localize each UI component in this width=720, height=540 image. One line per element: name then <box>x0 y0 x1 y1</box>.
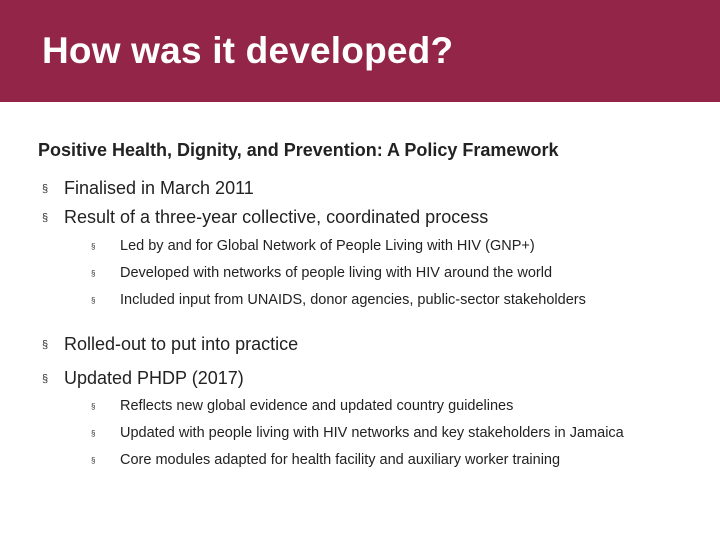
bullet-item <box>42 207 488 228</box>
sub-bullet-text: Reflects new global evidence and updated country guidelines <box>120 398 514 414</box>
bullet-icon: § <box>91 428 96 438</box>
sub-bullet-item <box>91 398 513 414</box>
sub-bullet-text: Updated with people living with HIV networks and key stakeholders in Jamaica <box>120 425 624 441</box>
bullet-item <box>42 178 254 199</box>
bullet-text: Rolled-out to put into practice <box>64 334 299 354</box>
sub-bullet-item <box>91 238 535 254</box>
bullet-text: Updated PHDP (2017) <box>64 368 244 388</box>
bullet-icon: § <box>91 401 96 411</box>
bullet-text: Result of a three-year collective, coordinated process <box>64 207 489 227</box>
slide-subtitle: Positive Health, Dignity, and Prevention: A Policy Framework <box>38 140 559 160</box>
slide-title: How was it developed? <box>42 30 454 71</box>
sub-bullet-text: Developed with networks of people living with HIV around the world <box>120 265 553 281</box>
bullet-icon: § <box>91 455 96 465</box>
bullet-icon: § <box>42 338 49 351</box>
sub-bullet-item <box>91 265 552 281</box>
bullet-icon: § <box>42 372 49 385</box>
sub-bullet-item <box>91 292 586 308</box>
sub-bullet-item <box>91 425 624 441</box>
bullet-icon: § <box>91 268 96 278</box>
bullet-icon: § <box>42 182 49 195</box>
bullet-icon: § <box>91 295 96 305</box>
title-bar <box>0 0 720 102</box>
sub-bullet-item <box>91 452 560 468</box>
bullet-icon: § <box>91 241 96 251</box>
sub-bullet-text: Led by and for Global Network of People Living with HIV (GNP+) <box>120 238 535 254</box>
bullet-item <box>42 368 244 389</box>
bullet-item <box>42 334 298 355</box>
bullet-text: Finalised in March 2011 <box>64 178 254 198</box>
bullet-icon: § <box>42 211 49 224</box>
sub-bullet-text: Included input from UNAIDS, donor agencies, public-sector stakeholders <box>120 292 586 308</box>
sub-bullet-text: Core modules adapted for health facility and auxiliary worker training <box>120 452 561 468</box>
